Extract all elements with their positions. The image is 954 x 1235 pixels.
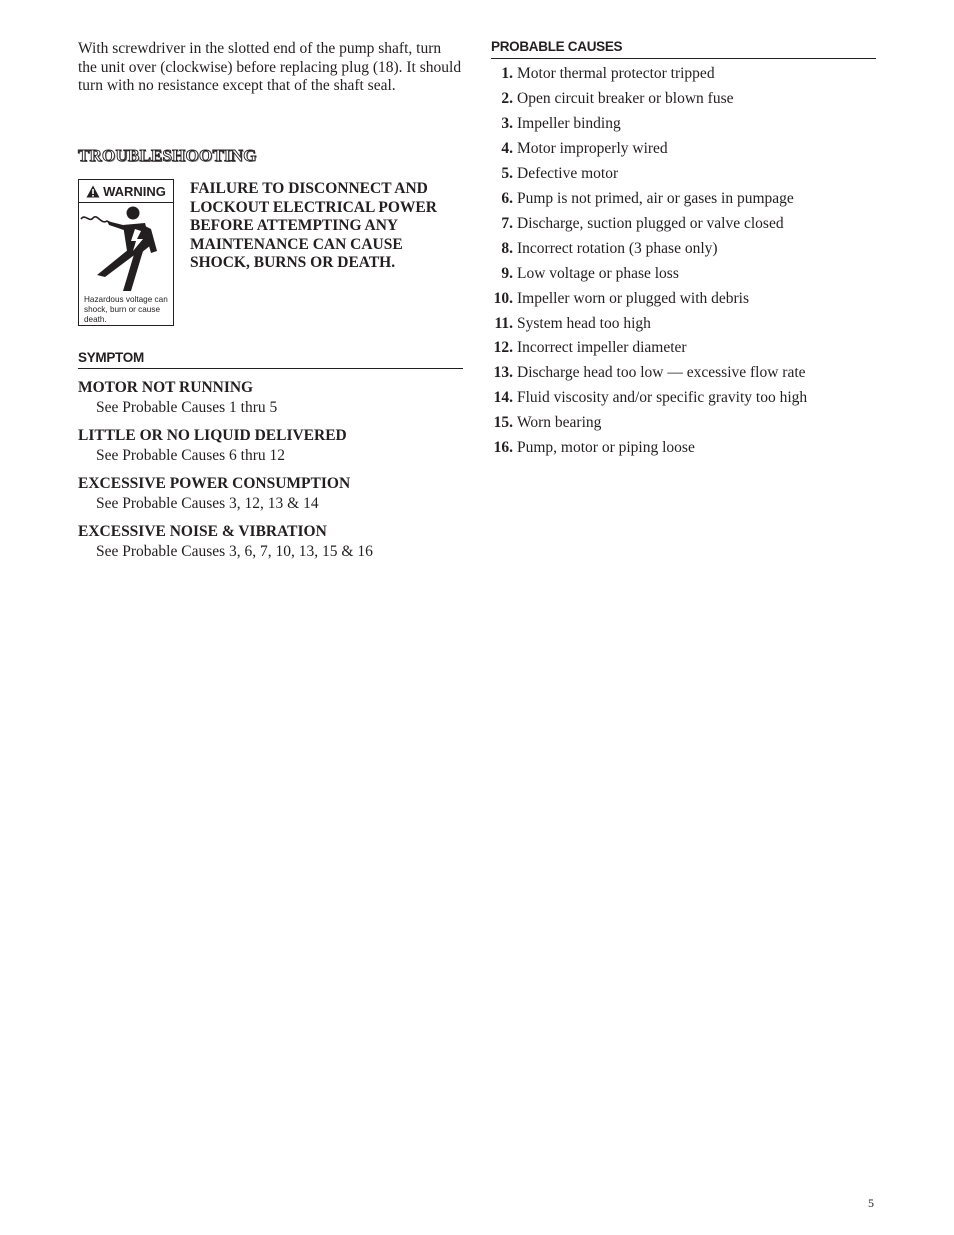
cause-item xyxy=(490,436,876,461)
cause-text: Worn bearing xyxy=(517,414,602,432)
cause-item xyxy=(490,162,876,187)
cause-number: 10. xyxy=(493,289,513,307)
cause-number: 1. xyxy=(501,65,513,82)
cause-number: 6. xyxy=(501,189,513,207)
cause-number: 4. xyxy=(501,139,513,157)
cause-text: Incorrect rotation (3 phase only) xyxy=(517,239,718,257)
probable-causes-list xyxy=(490,62,876,461)
cause-number: 15. xyxy=(493,414,513,432)
cause-number: 14. xyxy=(493,389,513,407)
cause-item xyxy=(490,361,876,386)
cause-number: 5. xyxy=(501,164,513,182)
cause-item xyxy=(490,187,876,212)
probable-causes-header: PROBABLE CAUSES xyxy=(491,39,623,54)
symptom-detail: See Probable Causes 3, 6, 7, 10, 13, 15 & 16 xyxy=(96,543,373,560)
cause-text: System head too high xyxy=(517,314,651,332)
cause-text: Open circuit breaker or blown fuse xyxy=(517,89,734,107)
symptom-item xyxy=(78,522,462,562)
symptom-item xyxy=(78,426,462,466)
symptom-list xyxy=(78,378,462,570)
warning-caption: Hazardous voltage can shock, burn or cause death. xyxy=(84,295,168,324)
cause-item xyxy=(490,262,876,287)
symptom-detail: See Probable Causes 3, 12, 13 & 14 xyxy=(96,495,319,512)
warning-triangle-icon xyxy=(86,185,100,198)
page-number: 5 xyxy=(868,1196,874,1210)
cause-text: Discharge head too low — excessive flow rate xyxy=(517,364,806,382)
warning-message: FAILURE TO DISCONNECT AND LOCKOUT ELECTRICAL POWER BEFORE ATTEMPTING ANY MAINTENANCE CAN CAUSE SHOCK, BURNS OR DEATH. xyxy=(190,180,437,271)
cause-item xyxy=(490,287,876,312)
cause-item xyxy=(490,411,876,436)
cause-item xyxy=(490,62,876,87)
cause-number: 8. xyxy=(501,239,513,257)
troubleshooting-heading: TROUBLESHOOTING xyxy=(78,146,257,165)
cause-item xyxy=(490,237,876,262)
warning-word: WARNING xyxy=(103,183,166,199)
symptom-title: EXCESSIVE NOISE & VIBRATION xyxy=(78,523,327,540)
cause-text: Defective motor xyxy=(517,164,619,182)
symptom-detail: See Probable Causes 6 thru 12 xyxy=(96,447,285,464)
cause-number: 11. xyxy=(494,314,513,332)
cause-text: Incorrect impeller diameter xyxy=(517,339,687,357)
cause-text: Motor improperly wired xyxy=(517,139,668,157)
symptom-header: SYMPTOM xyxy=(78,350,144,365)
cause-text: Impeller worn or plugged with debris xyxy=(517,289,750,307)
symptom-detail: See Probable Causes 1 thru 5 xyxy=(96,399,278,416)
cause-text: Pump is not primed, air or gases in pumpage xyxy=(517,189,794,207)
cause-number: 3. xyxy=(501,114,513,132)
cause-number: 13. xyxy=(493,364,513,382)
cause-item xyxy=(490,87,876,112)
cause-item xyxy=(490,386,876,411)
intro-paragraph: With screwdriver in the slotted end of the pump shaft, turn the unit over (clockwise) before replacing plug (18). It should turn with no resistance except that of the shaft seal. xyxy=(78,40,462,94)
electric-shock-icon xyxy=(79,203,173,293)
cause-item xyxy=(490,336,876,361)
cause-number: 9. xyxy=(501,264,513,282)
symptom-title: MOTOR NOT RUNNING xyxy=(78,379,254,396)
warning-header xyxy=(79,180,173,203)
cause-item xyxy=(490,112,876,137)
cause-item xyxy=(490,212,876,237)
symptom-title: LITTLE OR NO LIQUID DELIVERED xyxy=(78,427,347,444)
symptom-item xyxy=(78,378,462,418)
probable-causes-header-rule xyxy=(491,58,876,59)
cause-number: 16. xyxy=(493,439,513,457)
cause-number: 2. xyxy=(501,89,513,107)
cause-text: Discharge, suction plugged or valve closed xyxy=(517,214,784,232)
cause-text: Motor thermal protector tripped xyxy=(517,65,715,82)
symptom-title: EXCESSIVE POWER CONSUMPTION xyxy=(78,475,351,492)
cause-text: Impeller binding xyxy=(517,114,621,132)
symptom-header-rule xyxy=(78,368,463,369)
warning-label xyxy=(78,179,174,326)
cause-item xyxy=(490,312,876,337)
symptom-item xyxy=(78,474,462,514)
cause-number: 12. xyxy=(493,339,513,357)
cause-item xyxy=(490,137,876,162)
cause-number: 7. xyxy=(501,214,513,232)
cause-text: Low voltage or phase loss xyxy=(517,264,679,282)
cause-text: Fluid viscosity and/or specific gravity too high xyxy=(517,389,808,407)
cause-text: Pump, motor or piping loose xyxy=(517,439,695,457)
